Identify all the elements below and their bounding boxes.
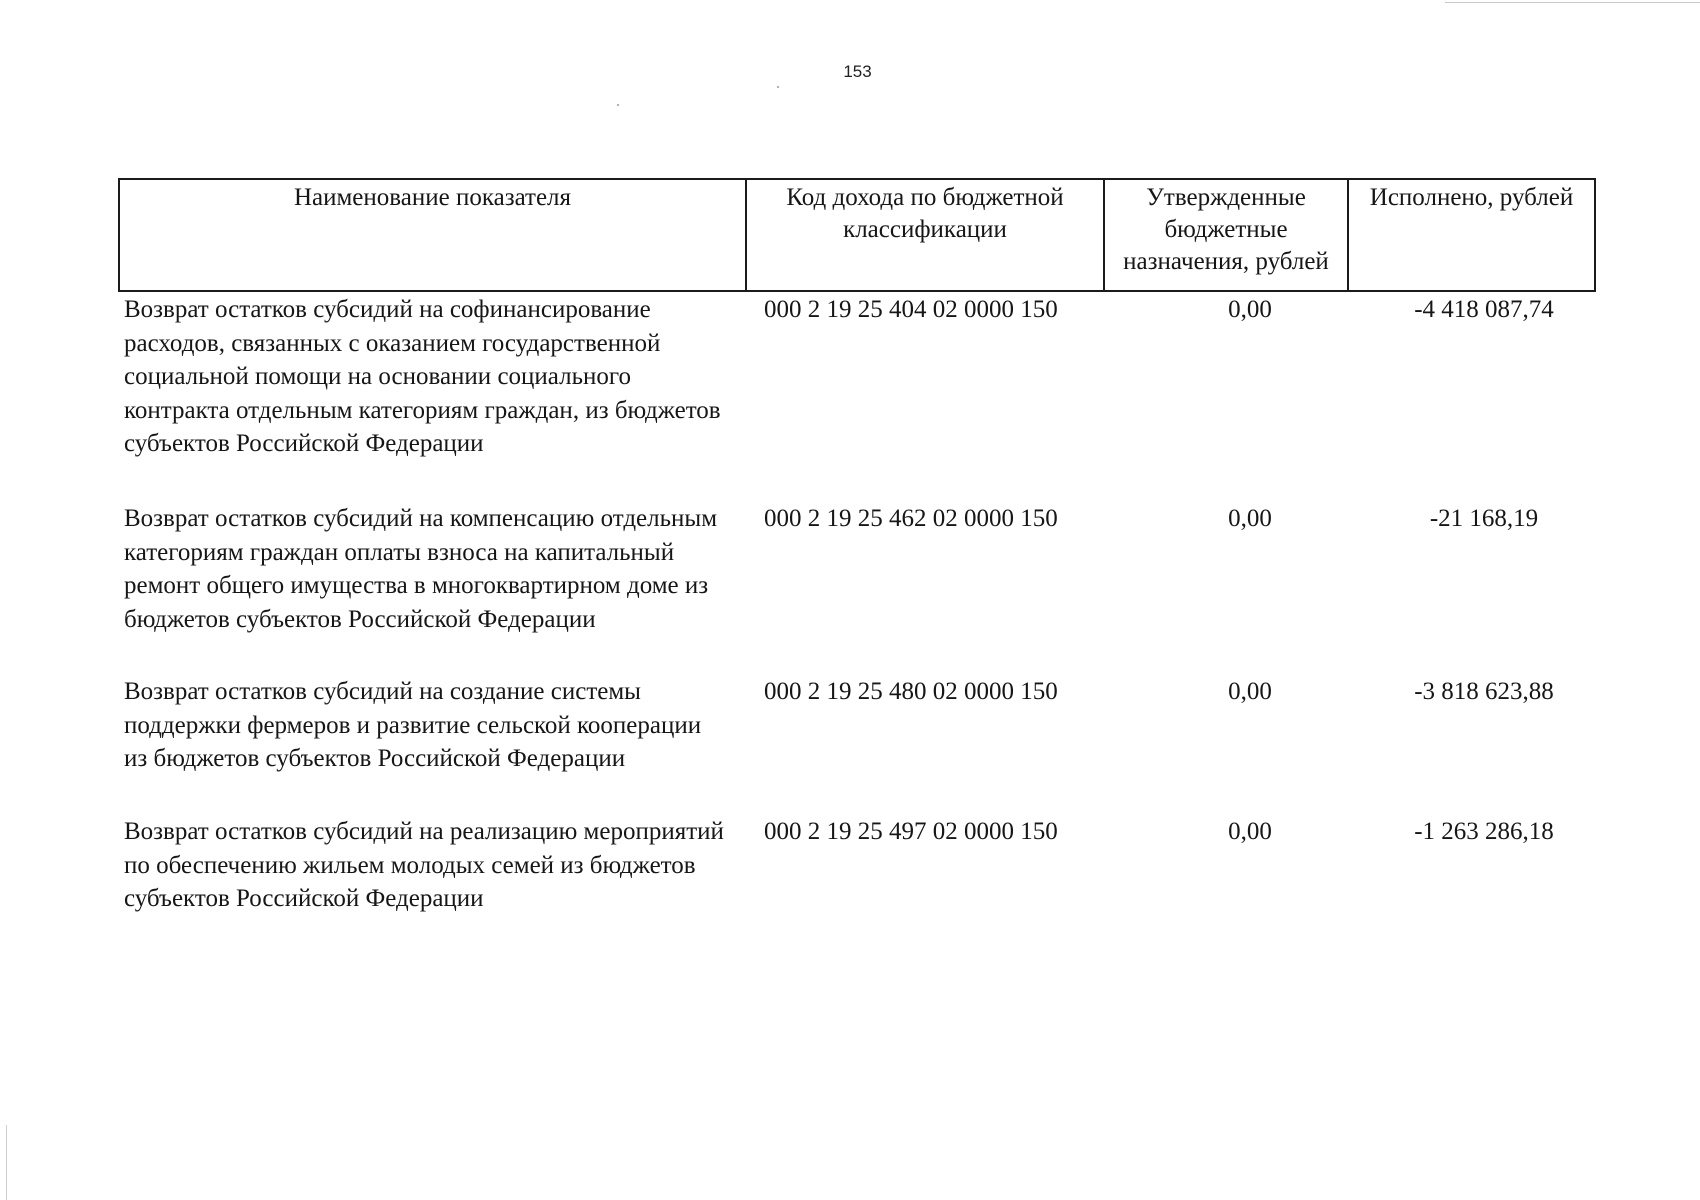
page-number: 153 — [843, 62, 872, 81]
row-income-code: 000 2 19 25 404 02 0000 150 — [764, 296, 1058, 323]
row-approved-amount: 0,00 — [1228, 296, 1272, 323]
row-income-code: 000 2 19 25 497 02 0000 150 — [764, 818, 1058, 845]
row-approved-amount: 0,00 — [1228, 678, 1272, 705]
table-header — [118, 178, 1596, 292]
scan-edge-line — [6, 1125, 7, 1200]
row-indicator-name: Возврат остатков субсидий на компенсацию отдельным категориям граждан оплаты взноса на капитальный ремонт общего имущества в многоквартирном доме из бюджетов субъектов Российской Федерации — [124, 505, 718, 633]
row-indicator-name: Возврат остатков субсидий на создание системы поддержки фермеров и развитие сельской кооперации из бюджетов субъектов Российской Федерации — [124, 678, 702, 772]
header-cell-approved: Утвержденные бюджетные назначения, рублей — [1105, 180, 1349, 290]
row-income-code: 000 2 19 25 480 02 0000 150 — [764, 678, 1058, 705]
row-approved-amount: 0,00 — [1228, 818, 1272, 845]
scan-edge-line — [1445, 2, 1700, 3]
row-income-code: 000 2 19 25 462 02 0000 150 — [764, 505, 1058, 532]
row-approved-amount: 0,00 — [1228, 505, 1272, 532]
header-cell-income-code: Код дохода по бюджетной классификации — [747, 180, 1105, 290]
row-executed-amount: -3 818 623,88 — [1414, 678, 1554, 705]
row-executed-amount: -1 263 286,18 — [1414, 818, 1554, 845]
row-executed-amount: -21 168,19 — [1429, 505, 1539, 532]
scan-speck — [777, 86, 779, 88]
row-indicator-name: Возврат остатков субсидий на реализацию мероприятий по обеспечению жильем молодых семей из бюджетов субъектов Российской Федерации — [124, 818, 724, 912]
row-executed-amount: -4 418 087,74 — [1414, 296, 1554, 323]
scan-speck — [617, 104, 619, 106]
header-cell-indicator-name: Наименование показателя — [120, 180, 747, 290]
header-cell-executed: Исполнено, рублей — [1369, 184, 1574, 211]
row-indicator-name: Возврат остатков субсидий на софинансирование расходов, связанных с оказанием государственной социальной помощи на основании социального контракта отдельным категориям граждан, из бюджетов субъектов Российской Федерации — [124, 296, 721, 457]
